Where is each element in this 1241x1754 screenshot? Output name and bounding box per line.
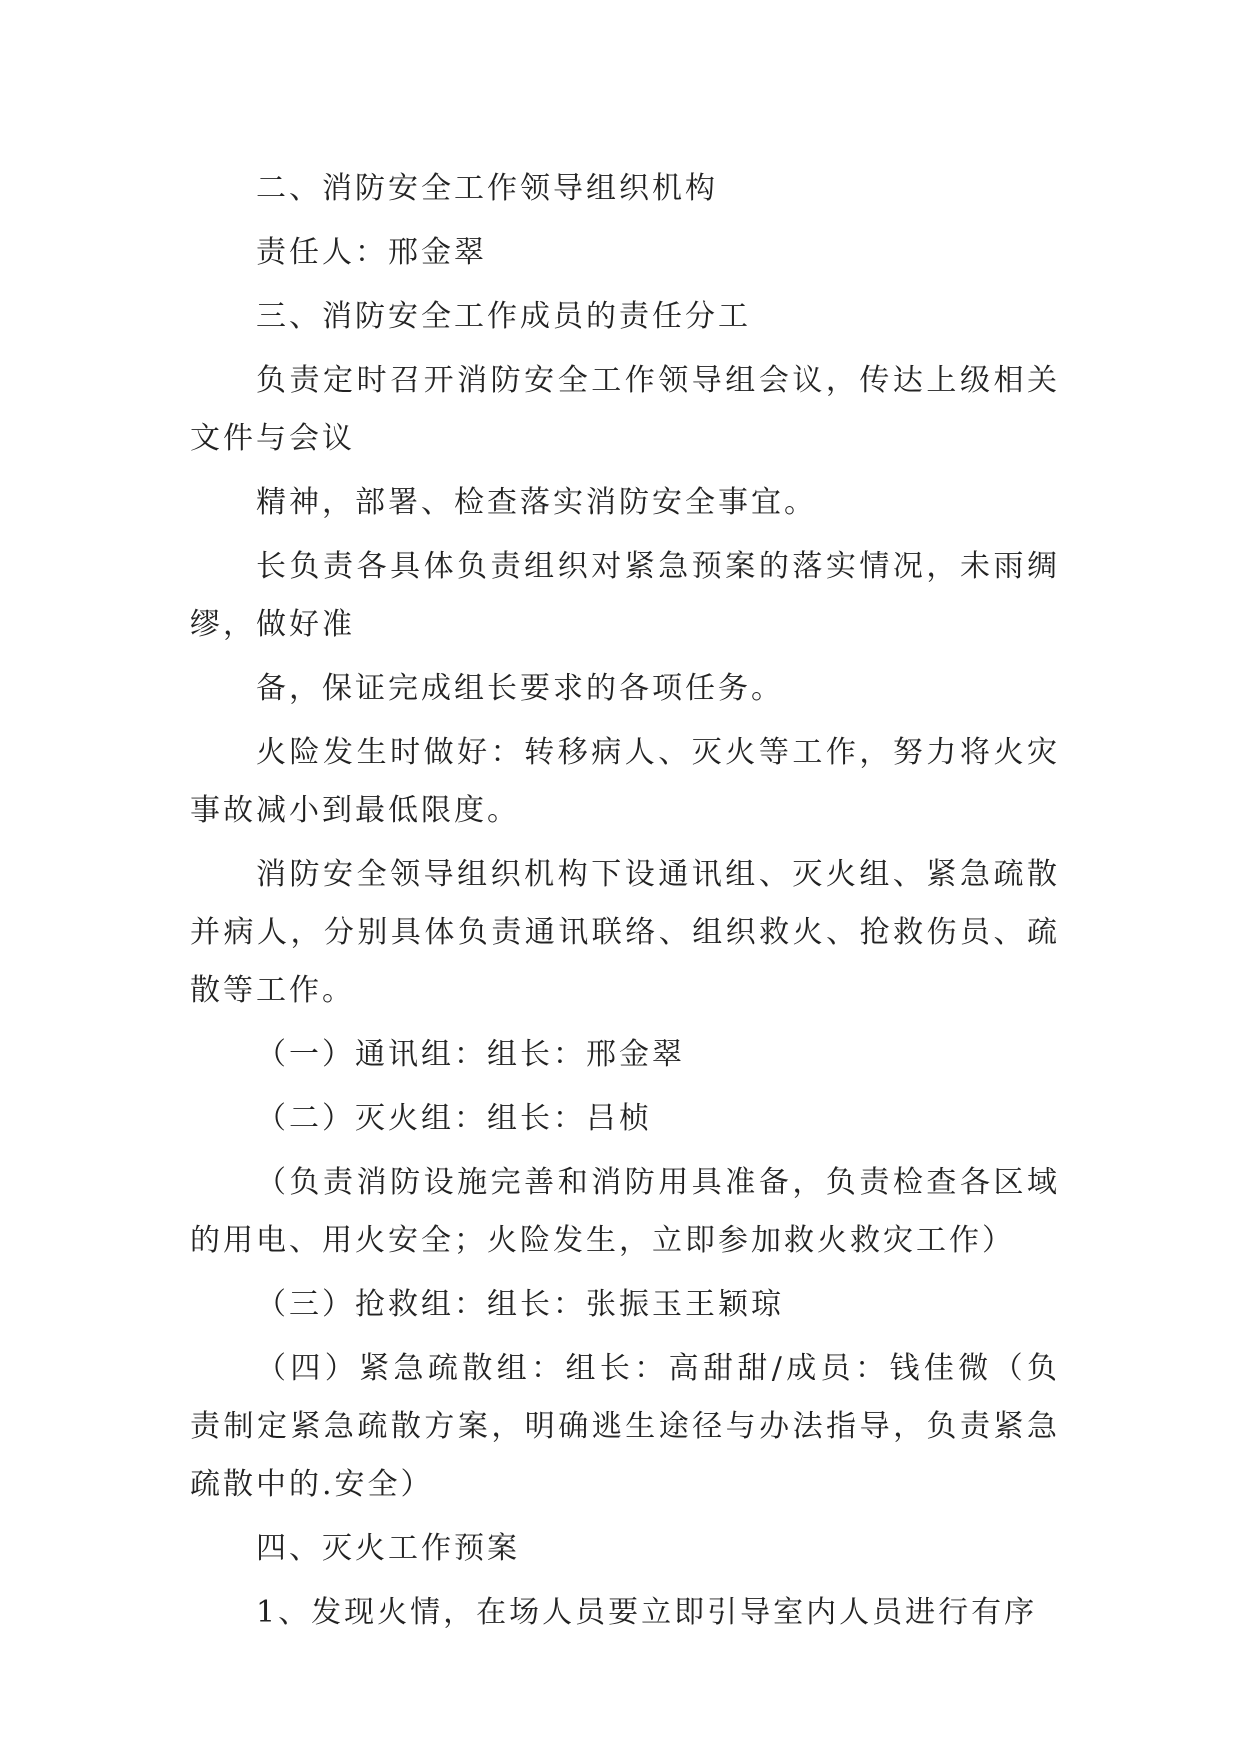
firefighting-duties: （负责消防设施完善和消防用具准备，负责检查各区域的用电、用火安全；火险发生，立即参加救火救灾工作）: [190, 1165, 1060, 1258]
group-evacuation: （四）紧急疏散组：组长：高甜甜/成员：钱佳微（负责制定紧急疏散方案，明确逃生途径与办法指导，负责紧急疏散中的.安全）: [190, 1351, 1060, 1502]
group-firefighting: （二）灭火组：组长：吕桢: [256, 1101, 652, 1136]
section-heading-3: 三、消防安全工作成员的责任分工: [256, 299, 751, 334]
plan-step-1: 1、发现火情，在场人员要立即引导室内人员进行有序: [256, 1595, 1038, 1630]
responsible-person: 责任人：邢金翠: [256, 235, 487, 270]
section-heading-4: 四、灭火工作预案: [256, 1531, 520, 1566]
document-body: [190, 160, 1060, 1648]
paragraph-organization: 消防安全领导组织机构下设通讯组、灭火组、紧急疏散并病人，分别具体负责通讯联络、组织救火、抢救伤员、疏散等工作。: [190, 857, 1060, 1008]
paragraph-meeting: 负责定时召开消防安全工作领导组会议，传达上级相关文件与会议: [190, 363, 1060, 456]
group-rescue: （三）抢救组：组长：张振玉王颖琼: [256, 1287, 784, 1322]
paragraph-prepare: 备，保证完成组长要求的各项任务。: [256, 671, 784, 706]
group-communication: （一）通讯组：组长：邢金翠: [256, 1037, 685, 1072]
paragraph-fire-response: 火险发生时做好：转移病人、灭火等工作，努力将火灾事故减小到最低限度。: [190, 735, 1060, 828]
paragraph-plan: 长负责各具体负责组织对紧急预案的落实情况，未雨绸缪，做好准: [190, 549, 1060, 642]
paragraph-spirit: 精神，部署、检查落实消防安全事宜。: [256, 485, 817, 520]
section-heading-2: 二、消防安全工作领导组织机构: [256, 171, 718, 206]
